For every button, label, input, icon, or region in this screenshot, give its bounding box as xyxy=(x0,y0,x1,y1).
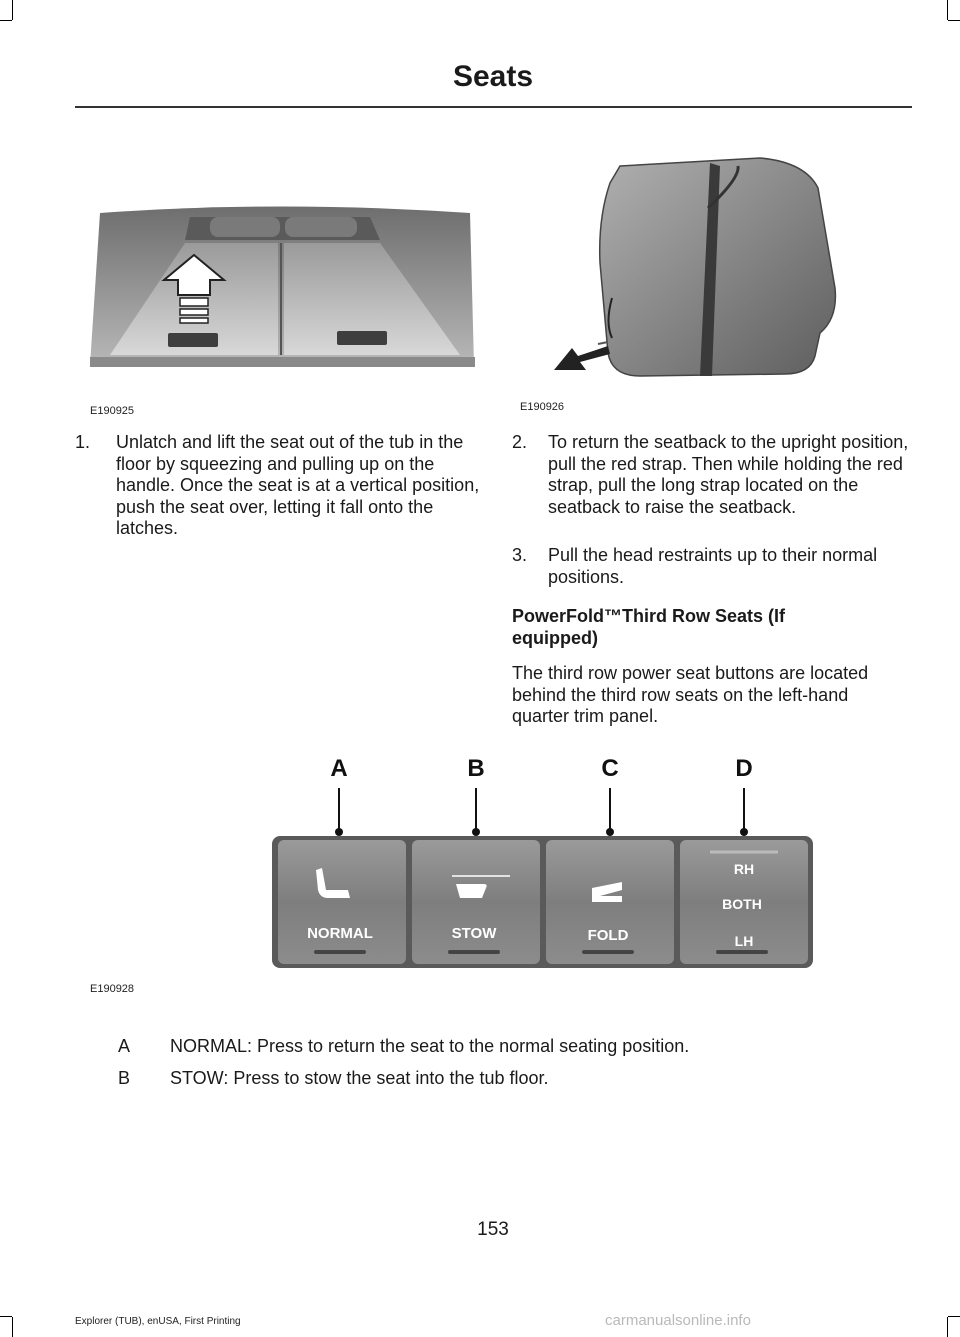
callout-b: B xyxy=(467,755,485,782)
header-rule xyxy=(75,106,912,108)
footer-text: Explorer (TUB), enUSA, First Printing xyxy=(75,1316,241,1327)
step-text: Unlatch and lift the seat out of the tub in the floor by squeezing and pulling up on the handle. Once the seat is at a vertical position, push the seat over, letting it fall onto the latches. xyxy=(116,432,480,538)
figure-code: E190926 xyxy=(520,401,565,413)
section-body: The third row power seat buttons are located behind the third row seats on the left-hand quarter trim panel. xyxy=(512,663,869,726)
figure-code: E190925 xyxy=(90,405,135,417)
step-3 xyxy=(512,545,910,588)
seat-stow-icon xyxy=(456,884,487,898)
step-1 xyxy=(75,432,495,540)
fold-label: FOLD xyxy=(587,927,629,944)
pull-arrow-icon xyxy=(554,342,610,370)
normal-label: NORMAL xyxy=(307,925,373,942)
step-2 xyxy=(512,432,910,518)
step-number: 3. xyxy=(512,545,528,565)
legend-key: A xyxy=(118,1036,131,1056)
lh-label: LH xyxy=(734,933,754,949)
legend-desc: STOW: Press to stow the seat into the tub floor. xyxy=(170,1068,549,1088)
page-number: 153 xyxy=(477,1219,509,1240)
step-number: 2. xyxy=(512,432,528,452)
page-title: Seats xyxy=(452,60,534,93)
watermark: carmanualsonline.info xyxy=(605,1312,751,1329)
figure-button-panel xyxy=(270,752,815,970)
stow-button xyxy=(412,840,540,964)
stow-label: STOW xyxy=(451,925,497,942)
section-heading: PowerFold™Third Row Seats (If equipped) xyxy=(512,606,786,648)
rh-label: RH xyxy=(733,861,755,877)
figure-cargo-floor xyxy=(90,195,475,380)
step-text: Pull the head restraints up to their normal positions. xyxy=(548,545,878,587)
normal-button xyxy=(278,840,406,964)
step-number: 1. xyxy=(75,432,91,452)
callout-c: C xyxy=(601,755,619,782)
figure-code: E190928 xyxy=(90,983,135,995)
figure-seatback-strap xyxy=(550,148,840,380)
legend-key: B xyxy=(118,1068,131,1088)
legend-desc: NORMAL: Press to return the seat to the normal seating position. xyxy=(170,1036,690,1056)
both-label: BOTH xyxy=(722,896,762,912)
step-text: To return the seatback to the upright position, pull the red strap. Then while holding the red strap, pull the long strap located on the seatback to raise the seatback. xyxy=(548,432,909,517)
callout-d: D xyxy=(735,755,753,782)
callout-a: A xyxy=(330,755,348,782)
